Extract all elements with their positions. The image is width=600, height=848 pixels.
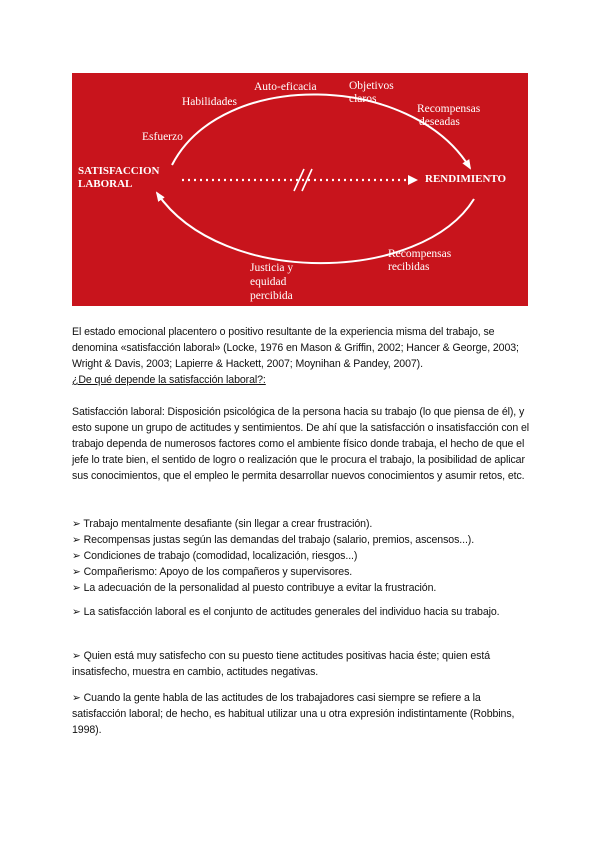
dotted-link-arrowhead	[408, 175, 418, 185]
definition-paragraph: Satisfacción laboral: Disposición psicológica de la persona hacia su trabajo (lo que piensa de él), y esto supone un grupo de actitudes y sentimientos. De ahí que la satisfacción o insatisfacción con el trabajo dependa de numerosos factores como el ambiente físico donde trabaja, el hecho de que el jefe lo trate bien, el sentido de logro o realización que le procura el trabajo, la posibilidad de aplicar sus conocimientos, que el empleo le permita desarrollar nuevos conocimientos y asumir retos, etc.	[72, 406, 529, 482]
list-item: ➢ Condiciones de trabajo (comodidad, localización, riesgos...)	[72, 550, 358, 562]
list-item: ➢ Trabajo mentalmente desafiante (sin llegar a crear frustración).	[72, 518, 373, 530]
objetivos-claros-label: Objetivos claros	[349, 80, 394, 105]
list-item: ➢ La adecuación de la personalidad al puesto contribuye a evitar la frustración.	[72, 582, 437, 594]
point-general-attitudes: ➢ La satisfacción laboral es el conjunto de actitudes generales del individuo hacia su trabajo.	[72, 606, 500, 618]
justicia-equidad-label: Justicia y equidad percibida	[250, 262, 294, 302]
recompensas-recibidas-label: Recompensas recibidas	[388, 248, 452, 273]
list-item: ➢ Recompensas justas según las demandas del trabajo (salario, premios, ascensos...).	[72, 534, 475, 546]
satisfaccion-laboral-label: SATISFACCION LABORAL	[78, 165, 160, 190]
question-heading: ¿De qué depende la satisfacción laboral?:	[72, 374, 266, 386]
factors-list	[72, 516, 532, 596]
satisfaction-performance-diagram	[72, 73, 528, 306]
rendimiento-label: RENDIMIENTO	[425, 173, 507, 185]
point-robbins: ➢ Cuando la gente habla de las actitudes de los trabajadores casi siempre se refiere a la satisfacción laboral; de hecho, es habitual utilizar una u otra expresión indistintamente (Robbins, 1998).	[72, 692, 515, 736]
point-satisfied-vs-unsatisfied: ➢ Quien está muy satisfecho con su puesto tiene actitudes positivas hacia éste; quien está insatisfecho, muestra en cambio, actitudes negativas.	[72, 650, 490, 678]
esfuerzo-label: Esfuerzo	[142, 131, 183, 143]
recompensas-deseadas-label: Recompensas deseadas	[417, 103, 481, 128]
habilidades-label: Habilidades	[182, 96, 237, 108]
intro-paragraph: El estado emocional placentero o positivo resultante de la experiencia misma del trabajo, se denomina «satisfacción laboral» (Locke, 1976 en Mason & Griffin, 2002; Hancer & George, 2003; Wright & Davis, 2003; Lapierre & Hackett, 2007; Moynihan & Pandey, 2007).	[72, 326, 519, 370]
autoeficacia-label: Auto-eficacia	[254, 81, 317, 93]
list-item: ➢ Compañerismo: Apoyo de los compañeros y supervisores.	[72, 566, 353, 578]
